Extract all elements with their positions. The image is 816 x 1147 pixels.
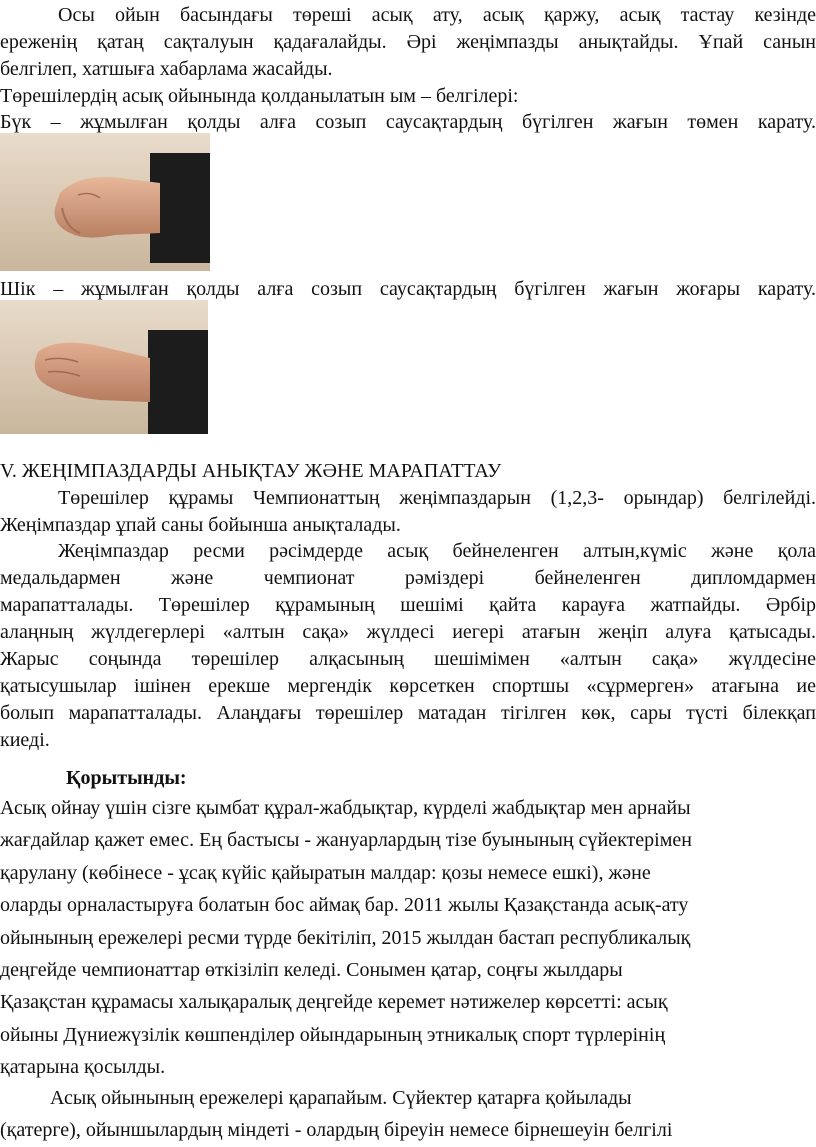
text-line: Қазақстан құрамасы халықаралық деңгейде керемет нәтижелер көрсетті: асық	[0, 991, 668, 1014]
text-line: ойынының ережелері ресми түрде бекітіліп, 2015 жылдан бастап республикалық	[0, 926, 691, 949]
hand-sign-buk-photo	[0, 133, 210, 271]
hand-sign-shik-photo	[0, 300, 208, 434]
sign-buk-text: Бүк – жұмылған қолды алға созып саусақтардың бүгілген жағын төмен карату.	[0, 111, 816, 133]
final-paragraph	[0, 1082, 816, 1147]
winners-paragraph	[0, 485, 816, 539]
sign-shik-text: Шік – жұмылған қолды алға созып саусақтардың бүгілген жағын жоғары карату.	[0, 278, 816, 300]
text-line: ереженің қатаң сақталуын қадағалайды. Әрі жеңімпазды анықтайды. Ұпай санын	[0, 31, 816, 53]
text-line: Төрешілер құрамы Чемпионаттың жеңімпаздарын (1,2,3- орындар) белгілейді.	[58, 487, 816, 509]
text-line: ойыны Дүниежүзілік көшпенділер ойындарының этникалық спорт түрлерінің	[0, 1023, 666, 1046]
text-line: Асық ойнау үшін сізге қымбат құрал-жабдықтар, күрделі жабдықтар мен арнайы	[0, 797, 691, 819]
text-line: қарулану (көбінесе - ұсақ күйіс қайыратын малдар: қозы немесе ешкі), және	[0, 861, 651, 884]
text-line: Осы ойын басындағы төреші асық ату, асық қаржу, асық тастау кезінде	[58, 4, 816, 26]
conclusion-title: Қорытынды:	[66, 767, 187, 789]
text-line: медальдармен және чемпионат рәміздері бейнеленген дипломдармен	[0, 567, 816, 589]
text-line: Жеңімпаздар ұпай саны бойынша анықталады.	[0, 514, 401, 536]
text-line: қатысушылар ішінен ерекше мергендік көрсеткен спортшы «сұрмерген» атағына ие	[0, 675, 816, 697]
text-line: Асық ойынының ережелері қарапайым. Сүйектер қатарға қойылады	[50, 1087, 632, 1109]
text-line: белгілеп, хатшыға хабарлама жасайды.	[0, 58, 333, 80]
text-line: деңгейде чемпионаттар өткізіліп келеді. Сонымен қатар, соңғы жылдары	[0, 959, 623, 982]
text-line: қатарына қосылды.	[0, 1056, 166, 1079]
text-line: киеді.	[0, 729, 50, 751]
text-line: оларды орналастыруға болатын бос аймақ бар. 2011 жылы Қазақстанда асық-ату	[0, 894, 689, 917]
text-line: болып марапатталады. Алаңдағы төрешілер матадан тігілген көк, сары түсті білекқап	[0, 702, 816, 724]
conclusion-paragraph	[0, 792, 816, 1084]
signs-title: Төрешілердің асық ойынында қолданылатын ым – белгілері:	[0, 85, 519, 107]
text-line: алаңның жүлдегерлері «алтын сақа» жүлдесі иегері атағын жеңіп алуға қатысады.	[0, 621, 816, 643]
awards-paragraph	[0, 538, 816, 754]
section-title: V. ЖЕҢІМПАЗДАРДЫ АНЫҚТАУ ЖӘНЕ МАРАПАТТАУ	[0, 460, 502, 482]
text-line: (қатерге), ойыншылардың міндеті - олардың біреуін немесе бірнешеуін белгілі	[0, 1119, 673, 1142]
text-line: марапатталады. Төрешілер құрамының шешімі қайта карауға жатпайды. Әрбір	[0, 594, 816, 616]
text-line: Жеңімпаздар ресми рәсімдерде асық бейнеленген алтын,күміс және қола	[58, 540, 816, 562]
text-line: жағдайлар қажет емес. Ең бастысы - жануарлардың тізе буынының сүйектерімен	[0, 829, 692, 852]
intro-paragraph	[0, 2, 816, 83]
text-line: Жарыс соңында төрешілер алқасының шешімімен «алтын сақа» жүлдесіне	[0, 648, 816, 670]
